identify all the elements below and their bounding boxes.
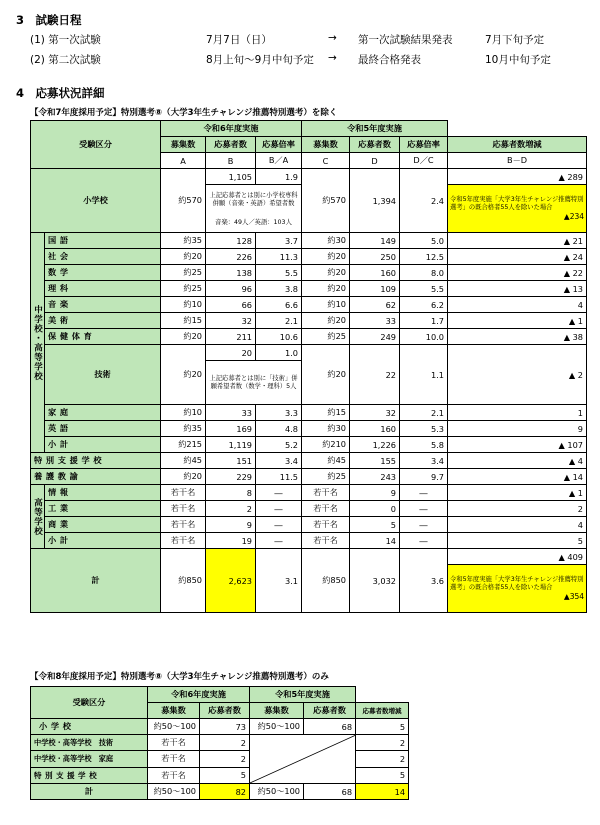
cell-ba: 3.8 bbox=[256, 281, 302, 297]
cell-dc: 1.1 bbox=[400, 345, 448, 405]
cell-ba: 3.1 bbox=[256, 549, 302, 613]
cell-b: 66 bbox=[206, 297, 256, 313]
cell-a: 若干名 bbox=[161, 533, 206, 549]
cell-c: 約15 bbox=[302, 405, 350, 421]
cell-bd: ▲ 1 bbox=[448, 485, 587, 501]
row-label: 商業 bbox=[45, 517, 161, 533]
cell-d: 160 bbox=[350, 265, 400, 281]
cell-bd: ▲ 21 bbox=[448, 233, 587, 249]
cell-b: 8 bbox=[206, 485, 256, 501]
header-r5: 令和5年度実施 bbox=[302, 121, 448, 137]
key-c: C bbox=[302, 153, 350, 169]
table2-note: 【令和8年度採用予定】特別選考⑧（大学3年生チャレンジ推薦特別選考）のみ bbox=[30, 672, 329, 682]
key-ba: B／A bbox=[256, 153, 302, 169]
cell-d: 1,226 bbox=[350, 437, 400, 453]
cell-bd: ▲ 13 bbox=[448, 281, 587, 297]
cell-c: 若干名 bbox=[302, 517, 350, 533]
cell-dc: 9.7 bbox=[400, 469, 448, 485]
cell-dc: 8.0 bbox=[400, 265, 448, 281]
schedule-result: 最終合格発表 bbox=[358, 54, 421, 66]
cell-d: 32 bbox=[350, 405, 400, 421]
row-label: 国語 bbox=[45, 233, 161, 249]
cell-bd: 2 bbox=[356, 735, 409, 751]
cell-b-total: 2,623 bbox=[206, 549, 256, 613]
cell-b: 1,105 bbox=[206, 169, 256, 185]
cell-a: 約10 bbox=[161, 405, 206, 421]
key-b: B bbox=[206, 153, 256, 169]
section4-heading: 4 応募状況詳細 bbox=[16, 86, 105, 100]
row-label: 情報 bbox=[45, 485, 161, 501]
cell-a: 若干名 bbox=[161, 517, 206, 533]
cell-a: 約10 bbox=[161, 297, 206, 313]
cell-bd: 4 bbox=[448, 297, 587, 313]
cell-ba: 1.9 bbox=[256, 169, 302, 185]
cell-ba: ― bbox=[256, 501, 302, 517]
cell-b: 138 bbox=[206, 265, 256, 281]
cell-ba: 11.3 bbox=[256, 249, 302, 265]
cell-d: 68 bbox=[304, 784, 356, 800]
cell-c: 若干名 bbox=[302, 533, 350, 549]
cell-b-total: 82 bbox=[200, 784, 250, 800]
cell-a: 約25 bbox=[161, 281, 206, 297]
schedule-arrow: → bbox=[328, 32, 337, 44]
cell-ba: ― bbox=[256, 485, 302, 501]
cell-c: 約25 bbox=[302, 469, 350, 485]
header-r5: 令和5年度実施 bbox=[250, 687, 356, 703]
cell-c: 約210 bbox=[302, 437, 350, 453]
header-category: 受験区分 bbox=[31, 687, 148, 719]
cell-a: 約50～100 bbox=[148, 784, 200, 800]
cell-dc: 6.2 bbox=[400, 297, 448, 313]
cell-bd: 5 bbox=[356, 767, 409, 783]
row-label: 数学 bbox=[45, 265, 161, 281]
cell-b-note2: 音楽：49人／英語：103人 bbox=[206, 215, 302, 233]
cell-bd-note bbox=[448, 565, 587, 613]
header-oubo: 応募者数 bbox=[206, 137, 256, 153]
cell-b: 73 bbox=[200, 719, 250, 735]
cell-a: 約570 bbox=[161, 169, 206, 233]
cell-a: 約20 bbox=[161, 249, 206, 265]
cell-bd: ▲ 2 bbox=[448, 345, 587, 405]
header-bairitsu: 応募倍率 bbox=[256, 137, 302, 153]
cell-bd: 1 bbox=[448, 405, 587, 421]
cell-dc: 5.8 bbox=[400, 437, 448, 453]
header-oubo-r5: 応募者数 bbox=[350, 137, 400, 153]
cell-bd: ▲ 38 bbox=[448, 329, 587, 345]
row-label: 中学校・高等学校 家庭 bbox=[31, 751, 148, 767]
cell-bd: ▲ 22 bbox=[448, 265, 587, 281]
header-boshu: 募集数 bbox=[148, 703, 200, 719]
cell-b: 211 bbox=[206, 329, 256, 345]
cell-bd-note bbox=[448, 185, 587, 233]
cell-b: 229 bbox=[206, 469, 256, 485]
cell-ba: 3.3 bbox=[256, 405, 302, 421]
cell-ba: 4.8 bbox=[256, 421, 302, 437]
cell-dc: 5.5 bbox=[400, 281, 448, 297]
cell-a: 若干名 bbox=[148, 735, 200, 751]
cell-a: 若干名 bbox=[161, 485, 206, 501]
group-hs: 高等学校 bbox=[31, 485, 45, 549]
cell-dc: 1.7 bbox=[400, 313, 448, 329]
bd-note-value: ▲354 bbox=[563, 591, 585, 601]
cell-bd: ▲ 289 bbox=[448, 169, 587, 185]
cell-d: 109 bbox=[350, 281, 400, 297]
cell-b: 32 bbox=[206, 313, 256, 329]
cell-b-note: 上記応募者とは別に「技術」併願希望者数（数学・理科）5人 bbox=[206, 361, 302, 405]
cell-d: 22 bbox=[350, 345, 400, 405]
cell-b: 128 bbox=[206, 233, 256, 249]
row-label: 理科 bbox=[45, 281, 161, 297]
row-label: 小学校 bbox=[31, 719, 148, 735]
header-category: 受験区分 bbox=[31, 121, 161, 169]
cell-a: 若干名 bbox=[161, 501, 206, 517]
cell-bd: ▲ 1 bbox=[448, 313, 587, 329]
cell-d: 14 bbox=[350, 533, 400, 549]
header-bairitsu-r5: 応募倍率 bbox=[400, 137, 448, 153]
row-label: 中学校・高等学校 技術 bbox=[31, 735, 148, 751]
cell-bd: 5 bbox=[356, 719, 409, 735]
cell-b: 96 bbox=[206, 281, 256, 297]
cell-b: 2 bbox=[200, 751, 250, 767]
cell-b: 9 bbox=[206, 517, 256, 533]
cell-a: 約15 bbox=[161, 313, 206, 329]
cell-b: 1,119 bbox=[206, 437, 256, 453]
cell-b: 151 bbox=[206, 453, 256, 469]
cell-a: 約35 bbox=[161, 233, 206, 249]
cell-a: 若干名 bbox=[148, 767, 200, 783]
cell-a: 約20 bbox=[161, 469, 206, 485]
cell-c: 約570 bbox=[302, 169, 350, 233]
cell-c: 約850 bbox=[302, 549, 350, 613]
row-elementary bbox=[31, 169, 587, 185]
section3-heading: 3 試験日程 bbox=[16, 13, 82, 27]
schedule-label: (2) 第二次試験 bbox=[30, 54, 101, 66]
schedule-date: 8月上旬～9月中旬予定 bbox=[206, 54, 314, 66]
header-r6: 令和6年度実施 bbox=[161, 121, 302, 137]
cell-c: 約30 bbox=[302, 233, 350, 249]
key-d: D bbox=[350, 153, 400, 169]
cell-d: 155 bbox=[350, 453, 400, 469]
cell-dc: 2.1 bbox=[400, 405, 448, 421]
cell-bd: ▲ 14 bbox=[448, 469, 587, 485]
cell-ba: 10.6 bbox=[256, 329, 302, 345]
cell-c: 約20 bbox=[302, 313, 350, 329]
cell-a: 約35 bbox=[161, 421, 206, 437]
header-oubo-r5: 応募者数 bbox=[304, 703, 356, 719]
cell-c: 約50～100 bbox=[250, 719, 304, 735]
header-blank bbox=[448, 121, 587, 137]
cell-d: 5 bbox=[350, 517, 400, 533]
cell-d: 243 bbox=[350, 469, 400, 485]
cell-bd: 4 bbox=[448, 517, 587, 533]
cell-a: 約20 bbox=[161, 329, 206, 345]
cell-dc: ― bbox=[400, 517, 448, 533]
header-r6: 令和6年度実施 bbox=[148, 687, 250, 703]
cell-dc: 10.0 bbox=[400, 329, 448, 345]
cell-dc: 3.6 bbox=[400, 549, 448, 613]
cell-na-diagonal bbox=[250, 735, 356, 784]
cell-dc: ― bbox=[400, 533, 448, 549]
cell-c: 約25 bbox=[302, 329, 350, 345]
cell-d: 9 bbox=[350, 485, 400, 501]
diagonal-line bbox=[250, 735, 356, 783]
header-boshu-r5: 募集数 bbox=[302, 137, 350, 153]
row-label: 美術 bbox=[45, 313, 161, 329]
cell-ba: 3.4 bbox=[256, 453, 302, 469]
cell-b: 5 bbox=[200, 767, 250, 783]
cell-d: 62 bbox=[350, 297, 400, 313]
cell-ba: 2.1 bbox=[256, 313, 302, 329]
key-bd: B－D bbox=[448, 153, 587, 169]
header-oubo: 応募者数 bbox=[200, 703, 250, 719]
cell-ba: ― bbox=[256, 517, 302, 533]
cell-b: 226 bbox=[206, 249, 256, 265]
cell-ba: 5.5 bbox=[256, 265, 302, 281]
cell-bd: 9 bbox=[448, 421, 587, 437]
cell-dc: 5.3 bbox=[400, 421, 448, 437]
cell-d: 249 bbox=[350, 329, 400, 345]
cell-d: 149 bbox=[350, 233, 400, 249]
group-jh: 中学校・高等学校 bbox=[31, 233, 45, 453]
applicants-table-r8 bbox=[30, 686, 409, 800]
row-label: 保健体育 bbox=[45, 329, 161, 345]
cell-c: 若干名 bbox=[302, 501, 350, 517]
cell-a: 約215 bbox=[161, 437, 206, 453]
cell-dc: 3.4 bbox=[400, 453, 448, 469]
cell-a: 若干名 bbox=[148, 751, 200, 767]
cell-bd: 5 bbox=[448, 533, 587, 549]
row-label: 特別支援学校 bbox=[31, 767, 148, 783]
key-dc: D／C bbox=[400, 153, 448, 169]
row-label: 社会 bbox=[45, 249, 161, 265]
bd-note-text: 令和5年度実施「大学3年生チャレンジ推薦特別選考」の既合格者55人を除いた場合 bbox=[450, 195, 584, 212]
row-label-total: 計 bbox=[31, 784, 148, 800]
cell-d: 1,394 bbox=[350, 169, 400, 233]
header-zogen: 応募者数増減 bbox=[356, 703, 409, 719]
cell-a: 約850 bbox=[161, 549, 206, 613]
schedule-arrow: → bbox=[328, 52, 337, 64]
cell-d: 68 bbox=[304, 719, 356, 735]
cell-dc: 2.4 bbox=[400, 169, 448, 233]
cell-a: 約50～100 bbox=[148, 719, 200, 735]
cell-a: 約45 bbox=[161, 453, 206, 469]
cell-bd: ▲ 409 bbox=[448, 549, 587, 565]
row-label: 小計 bbox=[45, 437, 161, 453]
cell-c: 約45 bbox=[302, 453, 350, 469]
applicants-table-r7 bbox=[30, 120, 587, 613]
cell-dc: ― bbox=[400, 485, 448, 501]
cell-c: 約20 bbox=[302, 249, 350, 265]
cell-c: 約20 bbox=[302, 281, 350, 297]
bd-note-text: 令和5年度実施「大学3年生チャレンジ推薦特別選考」の既合格者55人を除いた場合 bbox=[450, 575, 584, 592]
cell-d: 250 bbox=[350, 249, 400, 265]
schedule-row-2 bbox=[30, 52, 590, 68]
cell-b: 2 bbox=[206, 501, 256, 517]
row-label: 養護教諭 bbox=[31, 469, 161, 485]
cell-dc: 5.0 bbox=[400, 233, 448, 249]
cell-ba: 1.0 bbox=[256, 345, 302, 361]
cell-d: 160 bbox=[350, 421, 400, 437]
schedule-result-date: 10月中旬予定 bbox=[485, 54, 551, 66]
header-blank bbox=[356, 687, 409, 703]
cell-ba: 3.7 bbox=[256, 233, 302, 249]
cell-b: 19 bbox=[206, 533, 256, 549]
cell-bd: ▲ 107 bbox=[448, 437, 587, 453]
cell-ba: ― bbox=[256, 533, 302, 549]
cell-dc: 12.5 bbox=[400, 249, 448, 265]
cell-c: 約20 bbox=[302, 265, 350, 281]
cell-b: 169 bbox=[206, 421, 256, 437]
row-label: 小学校 bbox=[31, 169, 161, 233]
schedule-result-date: 7月下旬予定 bbox=[485, 34, 545, 46]
row-label: 技術 bbox=[45, 345, 161, 405]
cell-a: 約25 bbox=[161, 265, 206, 281]
cell-ba: 6.6 bbox=[256, 297, 302, 313]
bd-note-value: ▲234 bbox=[563, 211, 585, 221]
schedule-row-1 bbox=[30, 32, 590, 48]
row-label: 家庭 bbox=[45, 405, 161, 421]
cell-c: 約30 bbox=[302, 421, 350, 437]
cell-dc: ― bbox=[400, 501, 448, 517]
schedule-label: (1) 第一次試験 bbox=[30, 34, 101, 46]
cell-b: 20 bbox=[206, 345, 256, 361]
cell-bd: ▲ 4 bbox=[448, 453, 587, 469]
cell-bd-total: 14 bbox=[356, 784, 409, 800]
table1-note: 【令和7年度採用予定】特別選考⑧（大学3年生チャレンジ推薦特別選考）を除く bbox=[30, 108, 338, 118]
header-boshu: 募集数 bbox=[161, 137, 206, 153]
key-a: A bbox=[161, 153, 206, 169]
header-zogen: 応募者数増減 bbox=[448, 137, 587, 153]
row-label: 小計 bbox=[45, 533, 161, 549]
row-label: 工業 bbox=[45, 501, 161, 517]
cell-bd: 2 bbox=[448, 501, 587, 517]
cell-a: 約20 bbox=[161, 345, 206, 405]
cell-b-note: 上記応募者とは別に小学校専科併願（音楽・英語）希望者数 bbox=[206, 185, 302, 215]
row-label: 英語 bbox=[45, 421, 161, 437]
cell-c: 約20 bbox=[302, 345, 350, 405]
schedule-result: 第一次試験結果発表 bbox=[358, 34, 453, 46]
cell-bd: ▲ 24 bbox=[448, 249, 587, 265]
header-boshu-r5: 募集数 bbox=[250, 703, 304, 719]
cell-ba: 11.5 bbox=[256, 469, 302, 485]
cell-b: 2 bbox=[200, 735, 250, 751]
cell-d: 3,032 bbox=[350, 549, 400, 613]
row-label: 特別支援学校 bbox=[31, 453, 161, 469]
cell-c: 約50～100 bbox=[250, 784, 304, 800]
schedule-date: 7月7日（日） bbox=[206, 34, 272, 46]
cell-c: 若干名 bbox=[302, 485, 350, 501]
cell-bd: 2 bbox=[356, 751, 409, 767]
row-label-total: 計 bbox=[31, 549, 161, 613]
cell-c: 約10 bbox=[302, 297, 350, 313]
cell-d: 0 bbox=[350, 501, 400, 517]
row-label: 音楽 bbox=[45, 297, 161, 313]
cell-ba: 5.2 bbox=[256, 437, 302, 453]
cell-d: 33 bbox=[350, 313, 400, 329]
cell-b: 33 bbox=[206, 405, 256, 421]
